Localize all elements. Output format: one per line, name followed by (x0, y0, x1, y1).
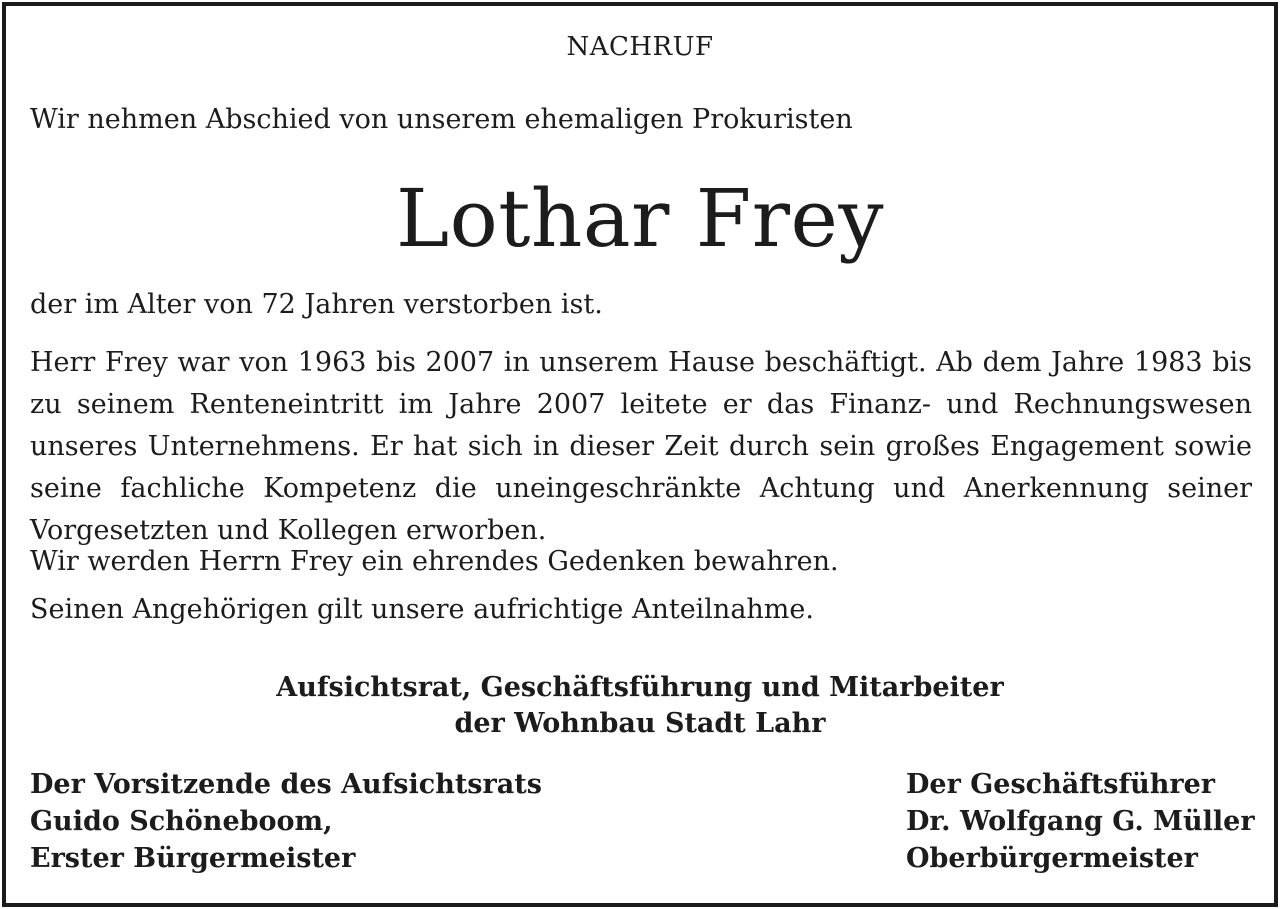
body-paragraph: Herr Frey war von 1963 bis 2007 in unserem Hause beschäftigt. Ab dem Jahre 1983 bis zu seinem Renteneintritt im Jahre 2007 leitete er das Finanz- und Rechnungswesen unseres Unternehmens. Er hat sich in dieser Zeit durch sein großes Engagement sowie seine fachliche Kompetenz die uneingeschränkte Achtung und Anerkennung seiner Vorgesetzten und Kollegen erworben. (30, 347, 1252, 546)
condolence-line: Seinen Angehörigen gilt unsere aufrichtige Anteilnahme. (30, 594, 814, 625)
age-line: der im Alter von 72 Jahren verstorben ist. (30, 289, 603, 320)
body-paragraph-container (30, 342, 1252, 552)
intro-line: Wir nehmen Abschied von unserem ehemaligen Prokuristen (30, 104, 853, 135)
organization-line-1: Aufsichtsrat, Geschäftsführung und Mitarbeiter (276, 672, 1004, 703)
notice-heading: NACHRUF (566, 32, 714, 62)
deceased-name: Lothar Frey (395, 172, 885, 265)
signature-right-role: Der Geschäftsführer (906, 769, 1216, 800)
signature-right (906, 766, 1255, 877)
remembrance-line: Wir werden Herrn Frey ein ehrendes Gedenken bewahren. (30, 546, 839, 577)
obituary-notice (2, 2, 1278, 907)
signature-left-role: Der Vorsitzende des Aufsichtsrats (30, 769, 542, 800)
signature-right-name: Dr. Wolfgang G. Müller (906, 806, 1255, 837)
organization-line-2: der Wohnbau Stadt Lahr (454, 708, 826, 739)
signature-left (30, 766, 542, 877)
organization-block (6, 670, 1274, 742)
signature-left-name: Guido Schöneboom, (30, 806, 333, 837)
signature-left-title: Erster Bürgermeister (30, 843, 356, 874)
signature-right-title: Oberbürgermeister (906, 843, 1198, 874)
